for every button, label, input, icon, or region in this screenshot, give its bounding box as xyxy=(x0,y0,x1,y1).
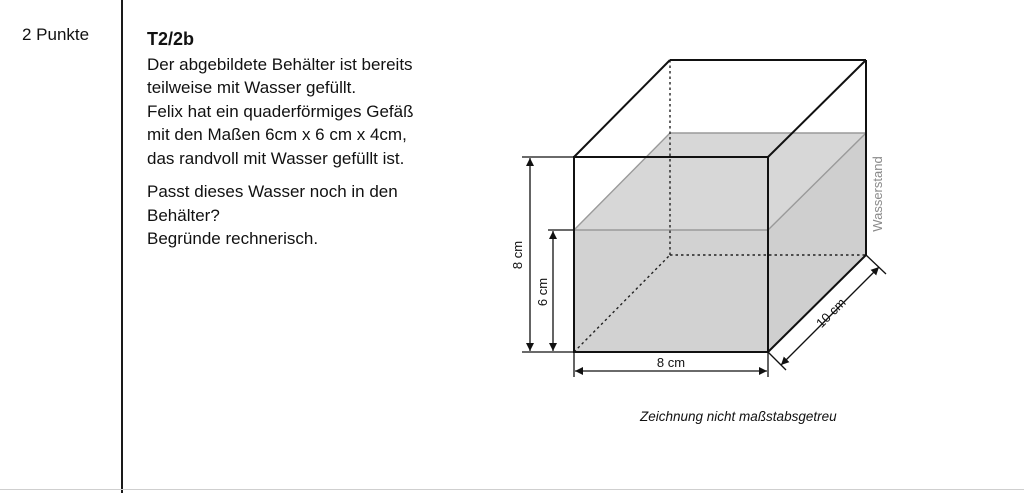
dimension-water-height xyxy=(548,230,574,351)
figure-caption: Zeichnung nicht maßstabsgetreu xyxy=(640,409,837,424)
label-water-level: Wasserstand xyxy=(870,156,885,232)
label-water-height: 6 cm xyxy=(535,277,550,307)
label-height-total: 8 cm xyxy=(510,240,525,270)
task-line: Felix hat ein quaderförmiges Gefäß xyxy=(147,101,414,121)
task-line: teilweise mit Wasser gefüllt. xyxy=(147,78,357,97)
label-depth: 10 cm xyxy=(812,294,849,331)
task-line: das randvoll mit Wasser gefüllt ist. xyxy=(147,148,405,168)
water-front-face xyxy=(574,230,768,352)
task-line: Passt dieses Wasser noch in den xyxy=(147,182,398,201)
task-line: Behälter? xyxy=(147,205,220,225)
task-line: Begründe rechnerisch. xyxy=(147,229,319,248)
points-label: 2 Punkte xyxy=(22,25,90,44)
task-line: mit den Maßen 6cm x 6 cm x 4cm, xyxy=(147,125,407,144)
label-width: 8 cm xyxy=(656,355,686,370)
task-line: Der abgebildete Behälter ist bereits xyxy=(147,54,413,74)
task-title: T2/2b xyxy=(147,29,195,49)
dimension-height-total xyxy=(522,157,574,352)
